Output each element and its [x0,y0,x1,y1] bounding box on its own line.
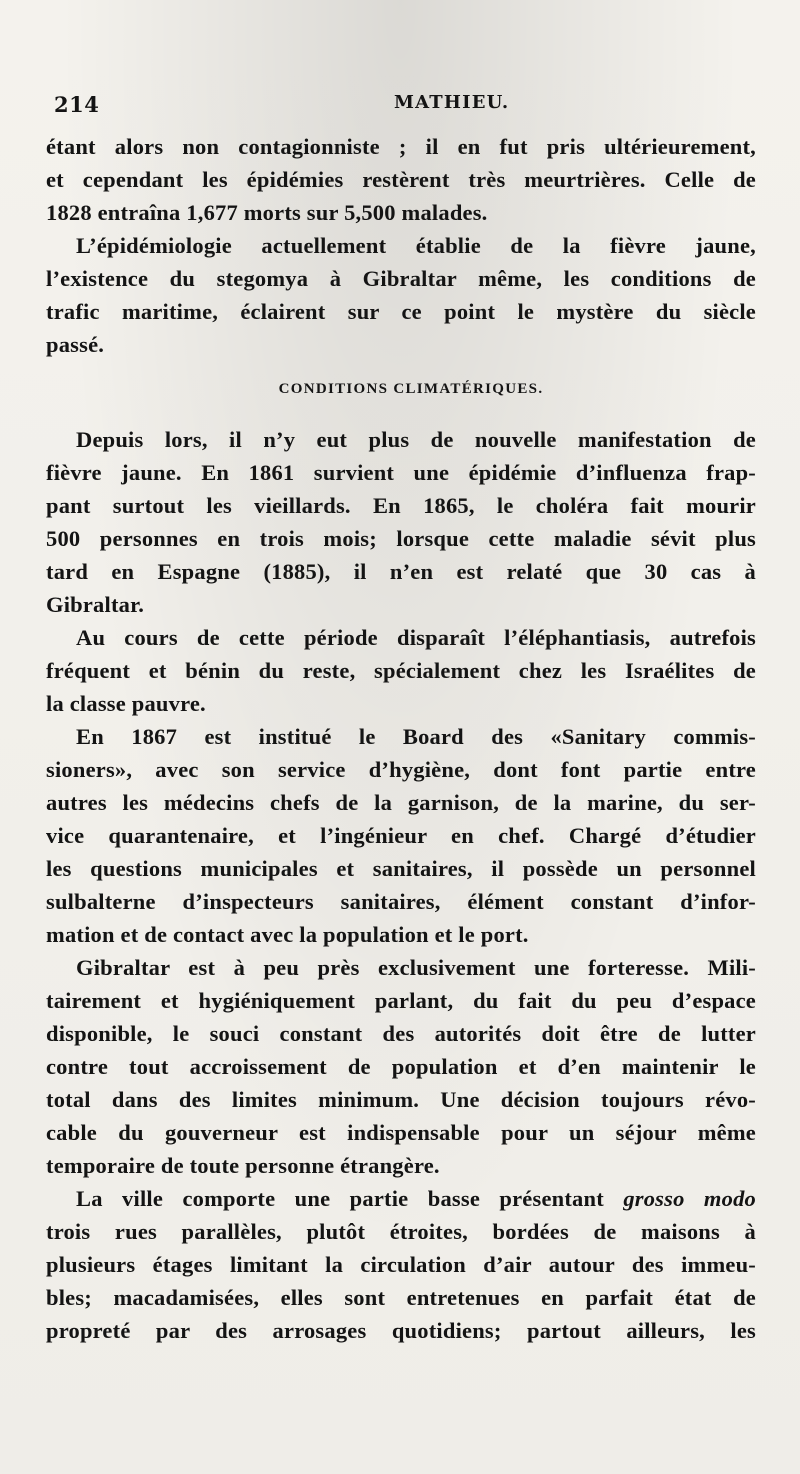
text-line: contre tout accroissement de population et d’en maintenir le [46,1054,756,1079]
text-line: disponible, le souci constant des autorités doit être de lutter [46,1021,756,1046]
text-line: les questions municipales et sanitaires, il possède un personnel [46,856,756,881]
text-line: propreté par des arrosages quotidiens; partout ailleurs, les [46,1318,756,1343]
text-line: sulbalterne d’inspecteurs sanitaires, élément constant d’infor- [46,889,756,914]
section-heading: CONDITIONS CLIMATÉRIQUES. [278,381,544,397]
text-line: En 1867 est institué le Board des «Sanitary commis- [76,724,756,749]
text-line: Au cours de cette période disparaît l’éléphantiasis, autrefois [76,625,756,650]
text-line: 1828 entraîna 1,677 morts sur 5,500 malades. [46,200,488,225]
text-line: fréquent et bénin du reste, spécialement chez les Israélites de [46,658,756,683]
paragraph-2 [46,229,756,361]
paragraph-5 [46,720,756,951]
paragraph-6 [46,951,756,1182]
text-line: temporaire de toute personne étrangère. [46,1153,440,1178]
paragraph-4 [46,621,756,720]
page-number: 214 [54,92,100,117]
text-line: total dans des limites minimum. Une décision toujours révo- [46,1087,756,1112]
text-line: bles; macadamisées, elles sont entretenues en parfait état de [46,1285,756,1310]
text-line: pant surtout les vieillards. En 1865, le choléra fait mourir [46,493,756,518]
text-line: tard en Espagne (1885), il n’en est relaté que 30 cas à [46,559,756,584]
text-line: fièvre jaune. En 1861 survient une épidémie d’influenza frap- [46,460,756,485]
text-line: la classe pauvre. [46,691,206,716]
text-line: trafic maritime, éclairent sur ce point le mystère du siècle [46,299,756,324]
text-line: tairement et hygiéniquement parlant, du fait du peu d’espace [46,988,756,1013]
text-line: vice quarantenaire, et l’ingénieur en chef. Chargé d’étudier [46,823,756,848]
running-head: MATHIEU. [394,92,510,113]
paragraph-7 [46,1182,756,1347]
text-line: passé. [46,332,105,357]
text-line: l’existence du stegomya à Gibraltar même, les conditions de [46,266,756,291]
text-line: mation et de contact avec la population et le port. [46,922,529,947]
text-line: étant alors non contagionniste ; il en fut pris ultérieurement, [46,134,756,159]
text-run: La ville comporte une partie basse présentant [76,1186,604,1211]
text-line: trois rues parallèles, plutôt étroites, bordées de maisons à [46,1219,756,1244]
text-line: Depuis lors, il n’y eut plus de nouvelle manifestation de [76,427,756,452]
text-line: autres les médecins chefs de la garnison, de la marine, du ser- [46,790,756,815]
text-line: cable du gouverneur est indispensable pour un séjour même [46,1120,756,1145]
text-line: plusieurs étages limitant la circulation d’air autour des immeu- [46,1252,756,1277]
text-line: L’épidémiologie actuellement établie de la fièvre jaune, [76,233,756,258]
italic-phrase: grosso modo [623,1186,756,1211]
text-line [46,1182,756,1215]
text-line: Gibraltar est à peu près exclusivement une forteresse. Mili- [76,955,756,980]
page-header [54,92,754,116]
paragraph-1 [46,130,756,229]
text-line: et cependant les épidémies restèrent très meurtrières. Celle de [46,167,756,192]
text-line: 500 personnes en trois mois; lorsque cette maladie sévit plus [46,526,756,551]
text-line: Gibraltar. [46,592,145,617]
text-line: sioners», avec son service d’hygiène, dont font partie entre [46,757,756,782]
body-text [46,130,756,1347]
paragraph-3 [46,423,756,621]
